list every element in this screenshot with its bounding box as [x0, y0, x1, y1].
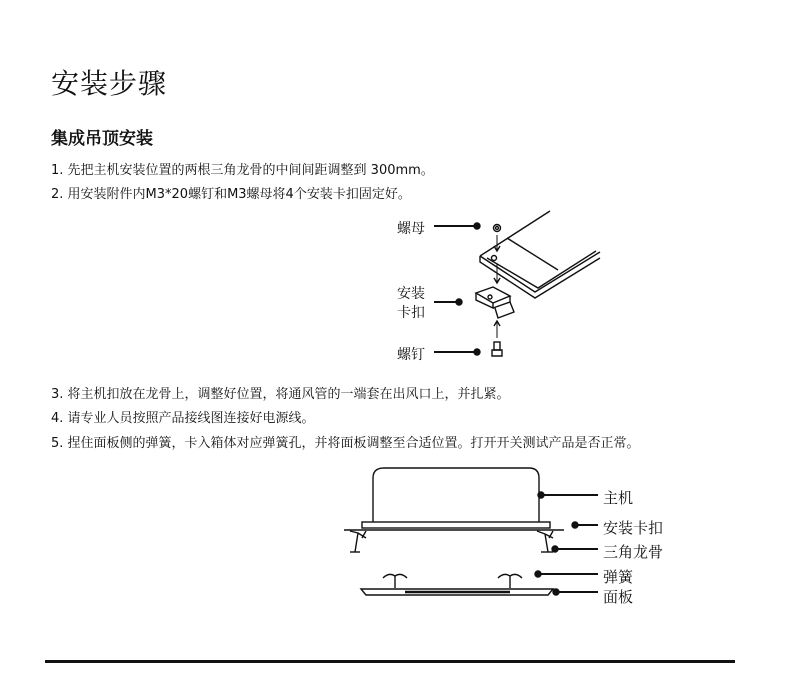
bottom-rule — [45, 660, 735, 663]
spring-label: 弹簧 — [603, 568, 634, 586]
step-5: 5. 捏住面板侧的弹簧，卡入箱体对应弹簧孔，并将面板调整至合适位置。打开开关测试产品是否正常。 — [51, 436, 640, 451]
step-4: 4. 请专业人员按照产品接线图连接好电源线。 — [51, 411, 315, 426]
nut-label: 螺母 — [397, 221, 425, 237]
clip-label: 安装卡扣 — [603, 519, 664, 537]
step-1: 1. 先把主机安装位置的两根三角龙骨的中间间距调整到 300mm。 — [51, 163, 434, 178]
step-2: 2. 用安装附件内M3*20螺钉和M3螺母将4个安装卡扣固定好。 — [51, 187, 411, 202]
clip-label-line2: 卡扣 — [397, 305, 425, 321]
keel-label: 三角龙骨 — [603, 543, 664, 561]
screw-label: 螺钉 — [397, 347, 425, 363]
section-subtitle: 集成吊顶安装 — [51, 129, 153, 149]
panel-label: 面板 — [603, 588, 634, 606]
step-3: 3. 将主机扣放在龙骨上，调整好位置，将通风管的一端套在出风口上，并扎紧。 — [51, 387, 510, 402]
clip-label-line1: 安装 — [397, 286, 425, 302]
page-title: 安装步骤 — [51, 67, 168, 100]
host-label: 主机 — [603, 489, 634, 507]
